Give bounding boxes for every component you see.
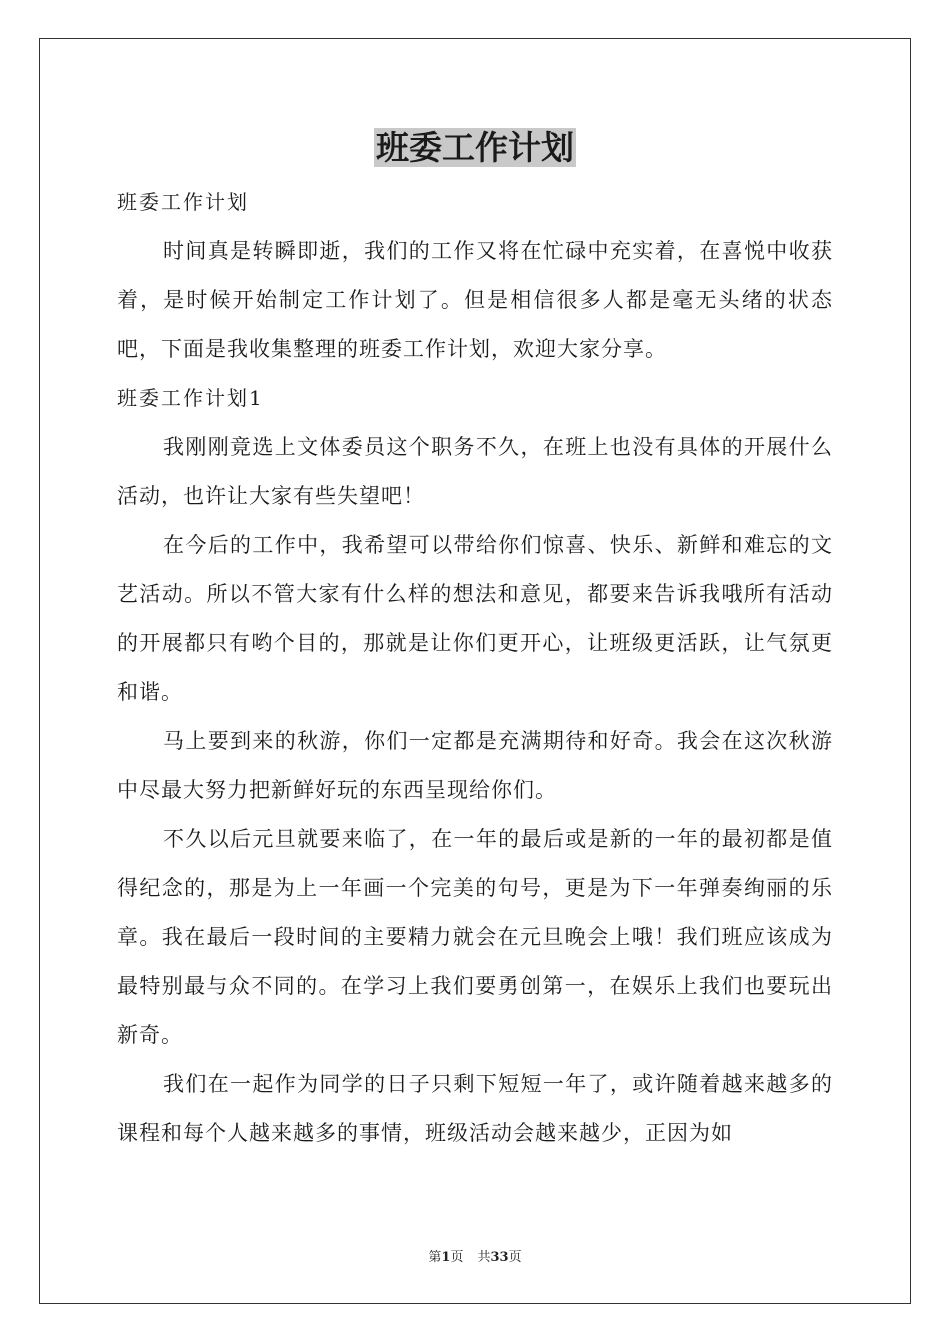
document-title bbox=[0, 126, 950, 170]
current-page: 1 bbox=[441, 1250, 451, 1265]
body-paragraph: 不久以后元旦就要来临了，在一年的最后或是新的一年的最初都是值得纪念的，那是为上一年画一个完美的句号，更是为下一年弹奏绚丽的乐章。我在最后一段时间的主要精力就会在元旦晚会上哦！我们班应该成为最特别最与众不同的。在学习上我们要勇创第一，在娱乐上我们也要玩出新奇。 bbox=[117, 827, 833, 1047]
section-heading: 班委工作计划1 bbox=[117, 386, 264, 410]
body-paragraph: 马上要到来的秋游，你们一定都是充满期待和好奇。我会在这次秋游中尽最大努力把新鲜好玩的东西呈现给你们。 bbox=[117, 729, 833, 802]
body-paragraph: 在今后的工作中，我希望可以带给你们惊喜、快乐、新鲜和难忘的文艺活动。所以不管大家有什么样的想法和意见，都要来告诉我哦所有活动的开展都只有哟个目的，那就是让你们更开心，让班级更活跃，让气氛更和谐。 bbox=[117, 533, 833, 704]
total-prefix: 共 bbox=[477, 1250, 491, 1265]
document-title-text: 班委工作计划 bbox=[376, 128, 574, 167]
page-prefix: 第 bbox=[428, 1250, 442, 1265]
document-body bbox=[117, 178, 833, 1158]
body-paragraph: 时间真是转瞬即逝，我们的工作又将在忙碌中充实着，在喜悦中收获着，是时候开始制定工作计划了。但是相信很多人都是毫无头绪的状态吧，下面是我收集整理的班委工作计划，欢迎大家分享。 bbox=[117, 239, 833, 361]
total-suffix: 页 bbox=[508, 1250, 522, 1265]
page-total bbox=[477, 1250, 521, 1265]
body-paragraph: 我们在一起作为同学的日子只剩下短短一年了，或许随着越来越多的课程和每个人越来越多的事情，班级活动会越来越少，正因为如 bbox=[117, 1072, 833, 1145]
body-paragraph: 我刚刚竟选上文体委员这个职务不久，在班上也没有具体的开展什么活动，也许让大家有些失望吧！ bbox=[117, 435, 833, 508]
page-suffix: 页 bbox=[450, 1250, 464, 1265]
section-heading: 班委工作计划 bbox=[117, 190, 249, 214]
page-number bbox=[428, 1250, 463, 1265]
page-footer bbox=[0, 1246, 950, 1265]
total-pages: 33 bbox=[490, 1250, 509, 1265]
